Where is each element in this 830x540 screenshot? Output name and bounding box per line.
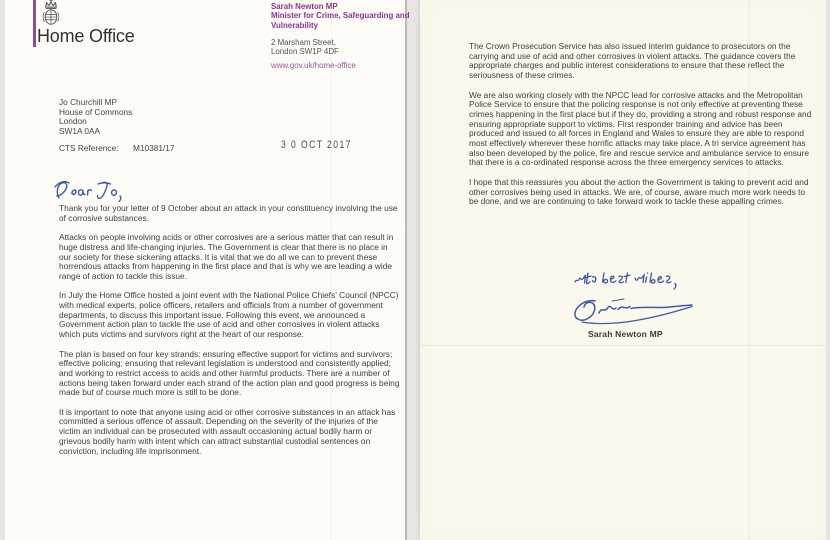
address-line: London SW1P 4DF <box>271 47 339 57</box>
minister-letterhead <box>271 2 419 71</box>
department-address <box>271 38 419 57</box>
reference-row <box>59 143 175 153</box>
address-line: 2 Marsham Street, <box>271 37 336 47</box>
letter-page-2 <box>420 0 826 540</box>
letter-paragraph: In July the Home Office hosted a joint event with the National Police Chiefs' Council (NPCC) with medical experts, police officers, retailers and officials from a number of government departments, to discuss this important issue. Following this event, we announced a Government action plan to tackle the use of acid and other corrosives in violent attacks which puts victims and survivors right at the heart of our response. <box>59 290 399 340</box>
reference-value: M10381/17 <box>133 143 175 153</box>
date-received-stamp: 3 0 OCT 2017 <box>281 139 352 152</box>
signatory-name: Sarah Newton MP <box>588 329 663 339</box>
letter-paragraph: The Crown Prosecution Service has also issued interim guidance to prosecutors on the carrying and use of acid and other corrosives in violent attacks. The guidance covers the appropriate charges and public interest considerations to ensure that these reflect the seriousness of these crimes. <box>469 41 796 81</box>
closing-handwriting <box>572 268 684 293</box>
home-office-brand-bar <box>33 0 36 47</box>
minister-title: Minister for Crime, Safeguarding and Vulnerability <box>271 11 410 30</box>
scan-crease <box>420 345 826 346</box>
recipient-address <box>59 98 132 137</box>
letter-paragraph: I hope that this reassures you about the action the Government is taking to prevent acid and other corrosives being used in attacks. We are, of course, aware much more work needs to be done, and we are continuing to take forward work to tackle these appalling crimes. <box>469 176 809 207</box>
recipient-address-line: London <box>59 116 87 127</box>
scan-crease <box>749 0 750 540</box>
letter-paragraph: Attacks on people involving acids or other corrosives are a serious matter that can result in huge distress and life-changing injuries. The Government is clear that there is no place in our society for these sickening attacks. It is vital that we do all we can to prevent these horrendous attacks from happening in the first place and that is why we are leading a wide range of action to tackle this issue. <box>59 232 394 281</box>
letter-body-page-1 <box>59 204 400 466</box>
letter-paragraph: The plan is based on four key strands: ensuring effective support for victims and survivors; effective policing; ensuring that relevant legislation is understood and consistently applied; and working to restrict access to acids and other harmful products. There are a number of actions being taken forward under each strand of the action plan and good progress is being made but of course much more is still to be done. <box>59 348 400 398</box>
letter-paragraph: It is important to note that anyone using acid or other corrosive substances in an attack has committed a serious offence of assault. Depending on the severity of the injuries of the victim an individual can be prosecuted with assault occasioning actual bodily harm or grievous bodily harm with intent which can attract substantial custodial sentences on conviction, including life imprisonment. <box>59 406 396 456</box>
reference-label: CTS Reference: <box>59 143 119 153</box>
home-office-crest-icon <box>42 0 60 28</box>
department-website: www.gov.uk/home-office <box>271 61 356 71</box>
salutation-handwriting <box>52 178 124 205</box>
recipient-address-line: Jo Churchill MP <box>59 97 118 107</box>
scan-crease <box>331 0 332 540</box>
home-office-wordmark: Home Office <box>37 26 135 46</box>
letter-paragraph: We are also working closely with the NPCC lead for corrosive attacks and the Metropolitan Police Service to ensure that the policing response is not only effective at preventing these crimes happening in the first place but if they do, providing a strong and robust response and ensuring appropriate support to victims. First responder training and advice has been produced and issued to all forces in England and Wales to ensure they are able to respond most effectively wherever these horrific attacks may take place. A tri service agreement has also been developed by the police, fire and rescue service and ambulance service to ensure that there is a co-ordinated response across the three emergency services to attacks. <box>469 89 812 168</box>
recipient-address-line: SW1A 0AA <box>59 126 101 137</box>
scan-crease <box>5 231 405 232</box>
letter-page-1 <box>5 0 410 540</box>
letter-body-page-2 <box>469 42 813 217</box>
recipient-address-line: House of Commons <box>59 106 133 117</box>
signature-handwriting <box>568 293 698 329</box>
letter-paragraph: Thank you for your letter of 9 October about an attack in your constituency involving the use of corrosive substances. <box>59 203 398 223</box>
minister-name: Sarah Newton MP <box>271 2 338 11</box>
